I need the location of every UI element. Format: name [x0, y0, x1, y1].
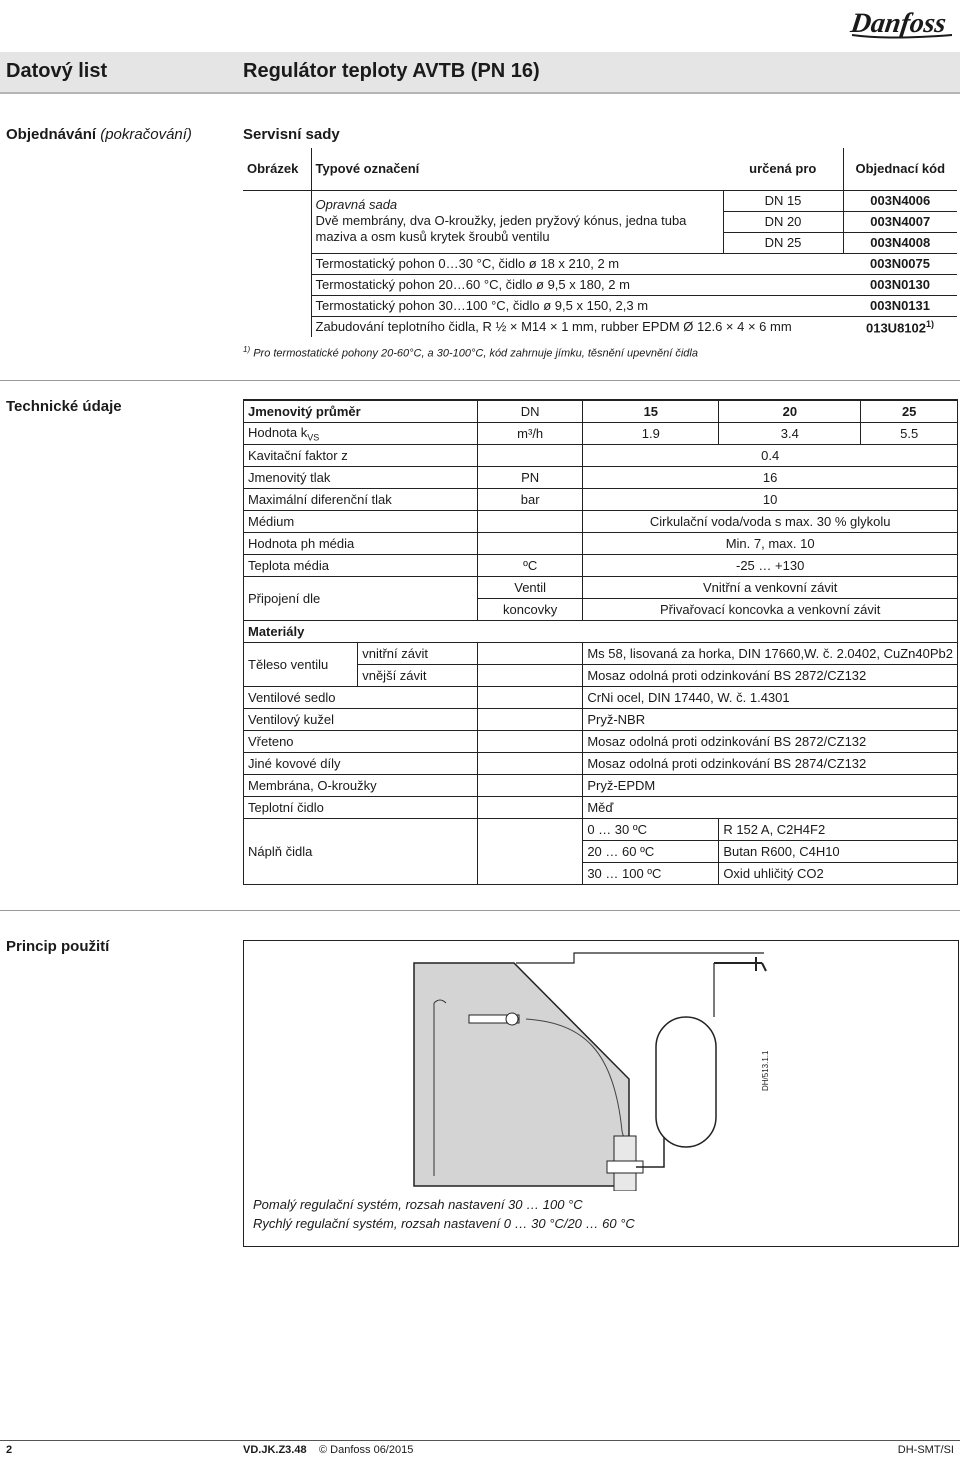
col-picture: Obrázek	[243, 148, 311, 190]
kit-for-dn20: DN 20	[723, 211, 843, 232]
blank-cell	[478, 731, 583, 753]
nominal-label: Jmenovitý průměr	[244, 400, 478, 423]
service-kits-title: Servisní sady	[243, 126, 340, 143]
blank-cell	[478, 687, 583, 709]
dn-value: 20	[719, 400, 861, 423]
repair-kit-title: Opravná sada	[315, 196, 398, 212]
material-value: Měď	[583, 797, 958, 819]
tech-row-label: Kavitační faktor z	[244, 445, 478, 467]
tech-row-label: Jmenovitý tlak	[244, 467, 478, 489]
header-right-title: Regulátor teploty AVTB (PN 16)	[243, 60, 540, 82]
blank-cell	[478, 709, 583, 731]
connection-sub: Ventil	[478, 577, 583, 599]
body-value: Ms 58, lisovaná za horka, DIN 17660,W. č. 2.0402, CuZn40Pb2	[583, 643, 958, 665]
technical-section-title: Technické údaje	[6, 398, 122, 415]
material-value: Mosaz odolná proti odzinkování BS 2872/CZ132	[583, 731, 958, 753]
fill-label: Náplň čidla	[244, 819, 478, 885]
technical-table	[243, 399, 958, 885]
pipe-top	[516, 953, 764, 963]
dn-value: 15	[583, 400, 719, 423]
tech-row-value: -25 … +130	[583, 555, 958, 577]
body-label: Těleso ventilu	[244, 643, 358, 687]
tech-row-unit	[478, 511, 583, 533]
material-label: Jiné kovové díly	[244, 753, 478, 775]
item-code-with-note	[843, 316, 957, 337]
col-code: Objednací kód	[855, 160, 946, 176]
faucet-icon	[714, 957, 766, 971]
fill-value: R 152 A, C2H4F2	[719, 819, 958, 841]
header-left-title: Datový list	[6, 60, 108, 82]
kit-code-dn25: 003N4008	[870, 235, 931, 250]
item-desc: Termostatický pohon 30…100 °C, čidlo ø 9,5 x 150, 2,3 m	[315, 298, 649, 313]
tech-row-value: Min. 7, max. 10	[583, 533, 958, 555]
materials-label: Materiály	[244, 621, 958, 643]
kvs-label-sub: VS	[307, 432, 320, 443]
col-type: Typové označení	[315, 161, 420, 177]
connection-label: Připojení dle	[244, 577, 478, 621]
kvs-value: 1.9	[583, 423, 719, 445]
tech-row-unit: PN	[478, 467, 583, 489]
danfoss-logo-mark	[848, 2, 960, 42]
connection-value: Přivařovací koncovka a venkovní závit	[583, 599, 958, 621]
tech-row-label: Maximální diferenční tlak	[244, 489, 478, 511]
item-code: 013U8102	[865, 319, 926, 335]
item-code: 003N0131	[870, 298, 930, 313]
item-code: 003N0130	[870, 277, 930, 292]
tech-row-unit	[478, 445, 583, 467]
material-value: Pryž-NBR	[583, 709, 958, 731]
blank-cell	[478, 819, 583, 885]
svg-text:Danfoss: Danfoss	[848, 8, 949, 39]
principle-figure	[243, 940, 959, 1247]
section-divider	[0, 380, 960, 381]
footnote-text: Pro termostatické pohony 20-60°C, a 30-100°C, kód zahrnuje jímku, těsnění upevnění čidla	[253, 347, 698, 360]
material-value: CrNi ocel, DIN 17440, W. č. 1.4301	[583, 687, 958, 709]
ordering-section-title: Objednávání	[6, 126, 97, 143]
connection-sub: koncovky	[478, 599, 583, 621]
tech-row-unit: bar	[478, 489, 583, 511]
item-desc: Zabudování teplotního čidla, R ½ × M14 × 1 mm, rubber EPDM Ø 12.6 × 4 × 6 mm	[315, 319, 792, 335]
kvs-value: 3.4	[719, 423, 861, 445]
kit-code-dn20: 003N4007	[870, 214, 931, 229]
material-label: Membrána, O-kroužky	[244, 775, 478, 797]
sensor-head	[506, 1013, 518, 1025]
body-sub: vnitřní závit	[358, 643, 478, 665]
danfoss-logo	[848, 2, 960, 42]
nominal-unit: DN	[478, 400, 583, 423]
doc-code: VD.JK.Z3.48	[243, 1444, 307, 1456]
fill-range: 30 … 100 ºC	[583, 863, 719, 885]
tech-row-unit	[478, 533, 583, 555]
material-label: Ventilové sedlo	[244, 687, 478, 709]
body-value: Mosaz odolná proti odzinkování BS 2872/CZ132	[583, 665, 958, 687]
page-number: 2	[6, 1444, 13, 1456]
blank-cell	[478, 643, 583, 665]
tech-row-label: Teplota média	[244, 555, 478, 577]
tech-row-value: 0.4	[583, 445, 958, 467]
ordering-section-note: (pokračování)	[100, 126, 192, 143]
item-desc: Termostatický pohon 0…30 °C, čidlo ø 18 x 210, 2 m	[315, 256, 620, 271]
fill-value: Oxid uhličitý CO2	[719, 863, 958, 885]
fill-value: Butan R600, C4H10	[719, 841, 958, 863]
fill-range: 0 … 30 ºC	[583, 819, 719, 841]
heat-exchanger-shape	[414, 963, 629, 1186]
ordering-section-label	[6, 126, 192, 143]
kvs-label	[244, 423, 478, 445]
header-rule	[0, 92, 960, 94]
tank-shape	[656, 1017, 716, 1147]
material-label: Vřeteno	[244, 731, 478, 753]
section-divider	[0, 910, 960, 911]
copyright: © Danfoss 06/2015	[319, 1444, 414, 1456]
principle-section-title: Princip použití	[6, 938, 110, 955]
kit-for-dn15: DN 15	[723, 190, 843, 211]
material-value: Pryž-EPDM	[583, 775, 958, 797]
repair-kit-line1: Dvě membrány, dva O-kroužky, jeden pryžový kónus, jedna tuba	[315, 212, 687, 228]
tech-row-value: 16	[583, 467, 958, 489]
tech-row-label: Hodnota ph média	[244, 533, 478, 555]
figure-caption-1: Pomalý regulační systém, rozsah nastavení 30 … 100 °C	[253, 1197, 583, 1212]
material-value: Mosaz odolná proti odzinkování BS 2874/CZ132	[583, 753, 958, 775]
blank-cell	[478, 665, 583, 687]
material-label: Teplotní čidlo	[244, 797, 478, 819]
tech-row-value: 10	[583, 489, 958, 511]
blank-cell	[478, 797, 583, 819]
ordering-footnote	[243, 345, 698, 360]
footnote-mark: 1)	[243, 345, 251, 354]
tech-row-label: Médium	[244, 511, 478, 533]
kit-code-dn15: 003N4006	[870, 193, 931, 208]
col-for: určená pro	[723, 148, 843, 190]
repair-kit-desc	[311, 190, 723, 253]
item-desc: Termostatický pohon 20…60 °C, čidlo ø 9,5 x 180, 2 m	[315, 277, 630, 292]
repair-kit-line2: maziva a osm kusů krytek šroubů ventilu	[315, 228, 550, 244]
dn-value: 25	[861, 400, 958, 423]
system-diagram	[244, 941, 958, 1191]
blank-cell	[478, 753, 583, 775]
kvs-unit: m³/h	[478, 423, 583, 445]
figure-code: DH/513.1.1	[761, 1050, 770, 1091]
fill-range: 20 … 60 ºC	[583, 841, 719, 863]
connection-value: Vnitřní a venkovní závit	[583, 577, 958, 599]
material-label: Ventilový kužel	[244, 709, 478, 731]
kvs-value: 5.5	[861, 423, 958, 445]
footer-rule	[0, 1440, 960, 1441]
picture-cell	[243, 190, 311, 337]
tech-row-value: Cirkulační voda/voda s max. 30 % glykolu	[583, 511, 958, 533]
kit-for-dn25: DN 25	[723, 232, 843, 253]
figure-caption-2: Rychlý regulační systém, rozsah nastavení 0 … 30 °C/20 … 60 °C	[253, 1216, 635, 1231]
service-kits-table	[243, 148, 957, 337]
blank-cell	[478, 775, 583, 797]
item-code: 003N0075	[870, 256, 930, 271]
body-sub: vnější závit	[358, 665, 478, 687]
department: DH-SMT/SI	[897, 1444, 954, 1456]
kvs-label-text: Hodnota k	[248, 424, 308, 440]
tech-row-unit: ºC	[478, 555, 583, 577]
item-note-mark: 1)	[925, 318, 934, 329]
